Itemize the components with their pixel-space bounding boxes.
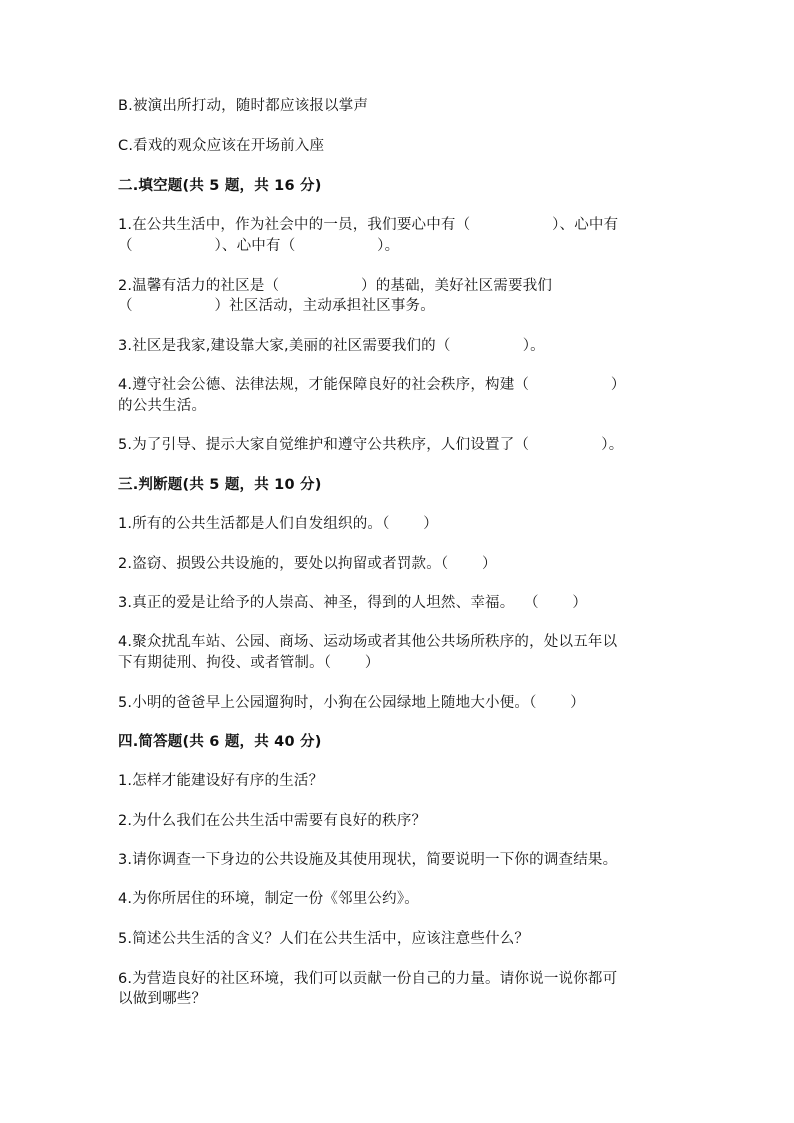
section-title-fill-blank: 二.填空题(共 5 题，共 16 分) <box>118 178 322 194</box>
fill-question-1-line-1: 1.在公共生活中，作为社会中的一员，我们要心中有（ ）、心中有 <box>118 217 619 233</box>
fill-question-4-line-1: 4.遵守社会公德、法律法规，才能保障良好的社会秩序，构建（ ） <box>118 377 626 393</box>
fill-question-5: 5.为了引导、提示大家自觉维护和遵守公共秩序，人们设置了（ ）。 <box>118 437 624 453</box>
fill-question-1-line-2: （ ）、心中有（ ）。 <box>118 238 400 254</box>
option-b: B.被演出所打动，随时都应该报以掌声 <box>118 98 369 114</box>
judge-question-2: 2.盗窃、损毁公共设施的，要处以拘留或者罚款。（ ） <box>118 556 497 572</box>
option-c: C.看戏的观众应该在开场前入座 <box>118 138 325 154</box>
judge-question-4-line-2: 下有期徒刑、拘役、或者管制。（ ） <box>118 655 380 671</box>
judge-question-4-line-1: 4.聚众扰乱车站、公园、商场、运动场或者其他公共场所秩序的，处以五年以 <box>118 634 618 650</box>
section-title-short-answer: 四.简答题(共 6 题，共 40 分) <box>118 734 322 750</box>
short-question-1: 1.怎样才能建设好有序的生活？ <box>118 773 324 789</box>
judge-question-3: 3.真正的爱是让给予的人崇高、神圣，得到的人坦然、幸福。 （ ） <box>118 595 588 611</box>
fill-question-2-line-2: （ ）社区活动，主动承担社区事务。 <box>118 298 435 314</box>
section-title-true-false: 三.判断题(共 5 题，共 10 分) <box>118 477 322 493</box>
short-question-6-line-1: 6.为营造良好的社区环境，我们可以贡献一份自己的力量。请你说一说你都可 <box>118 971 618 987</box>
fill-question-2-line-1: 2.温馨有活力的社区是（ ）的基础，美好社区需要我们 <box>118 278 553 294</box>
short-question-6-line-2: 以做到哪些？ <box>118 991 207 1007</box>
judge-question-1: 1.所有的公共生活都是人们自发组织的。（ ） <box>118 516 438 532</box>
short-question-5: 5.简述公共生活的含义？人们在公共生活中，应该注意些什么？ <box>118 931 530 947</box>
short-question-2: 2.为什么我们在公共生活中需要有良好的秩序？ <box>118 813 427 829</box>
short-question-4: 4.为你所居住的环境，制定一份《邻里公约》。 <box>118 891 419 907</box>
fill-question-3: 3.社区是我家,建设靠大家,美丽的社区需要我们的（ ）。 <box>118 338 545 354</box>
judge-question-5: 5.小明的爸爸早上公园遛狗时，小狗在公园绿地上随地大小便。（ ） <box>118 695 585 711</box>
fill-question-4-line-2: 的公共生活。 <box>118 398 207 414</box>
short-question-3: 3.请你调查一下身边的公共设施及其使用现状，简要说明一下你的调查结果。 <box>118 852 618 868</box>
